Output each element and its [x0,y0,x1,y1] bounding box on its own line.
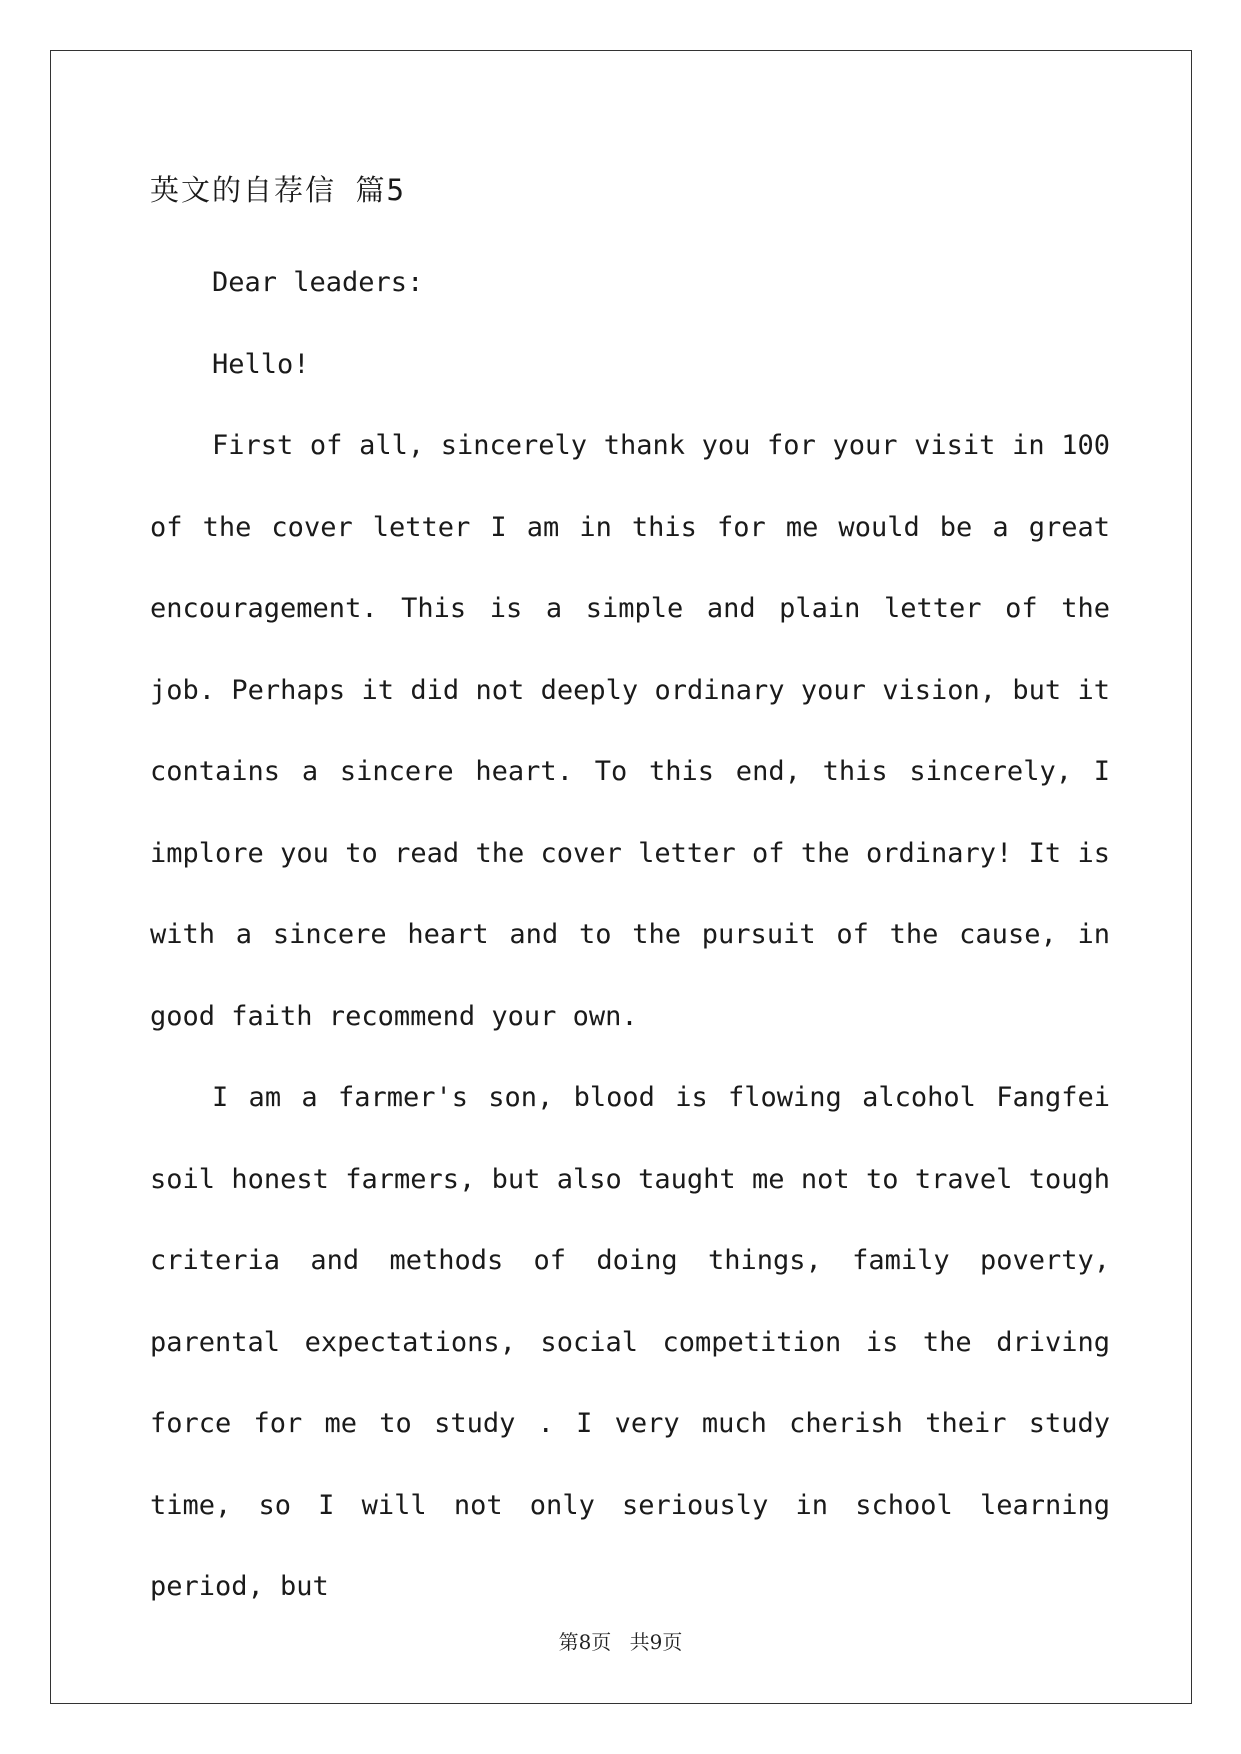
paragraph-intro: First of all, sincerely thank you for your visit in 100 of the cover letter I am in this for me would be a great encouragement. This is a simple and plain letter of the job. Perhaps it did not deeply ordinary your vision, but it contains a sincere heart. To this end, this sincerely, I implore you to read the cover letter of the ordinary! It is with a sincere heart and to the pursuit of the cause, in good faith recommend your own. [150,430,1110,1032]
paragraph-background: I am a farmer's son, blood is flowing alcohol Fangfei soil honest farmers, but also taught me not to travel tough criteria and methods of doing things, family poverty, parental expectations, social competition is the driving force for me to study . I very much cherish their study time, so I will not only seriously in school learning period, but [150,1082,1110,1602]
page-number-current: 第8页 [558,1630,612,1654]
document-title: 英文的自荐信 篇5 [150,173,406,207]
document-body [150,160,1110,1628]
salutation: Dear leaders: [212,267,424,298]
greeting: Hello! [212,348,310,380]
page-footer [0,1626,1241,1655]
page-number-total: 共9页 [629,1630,683,1654]
